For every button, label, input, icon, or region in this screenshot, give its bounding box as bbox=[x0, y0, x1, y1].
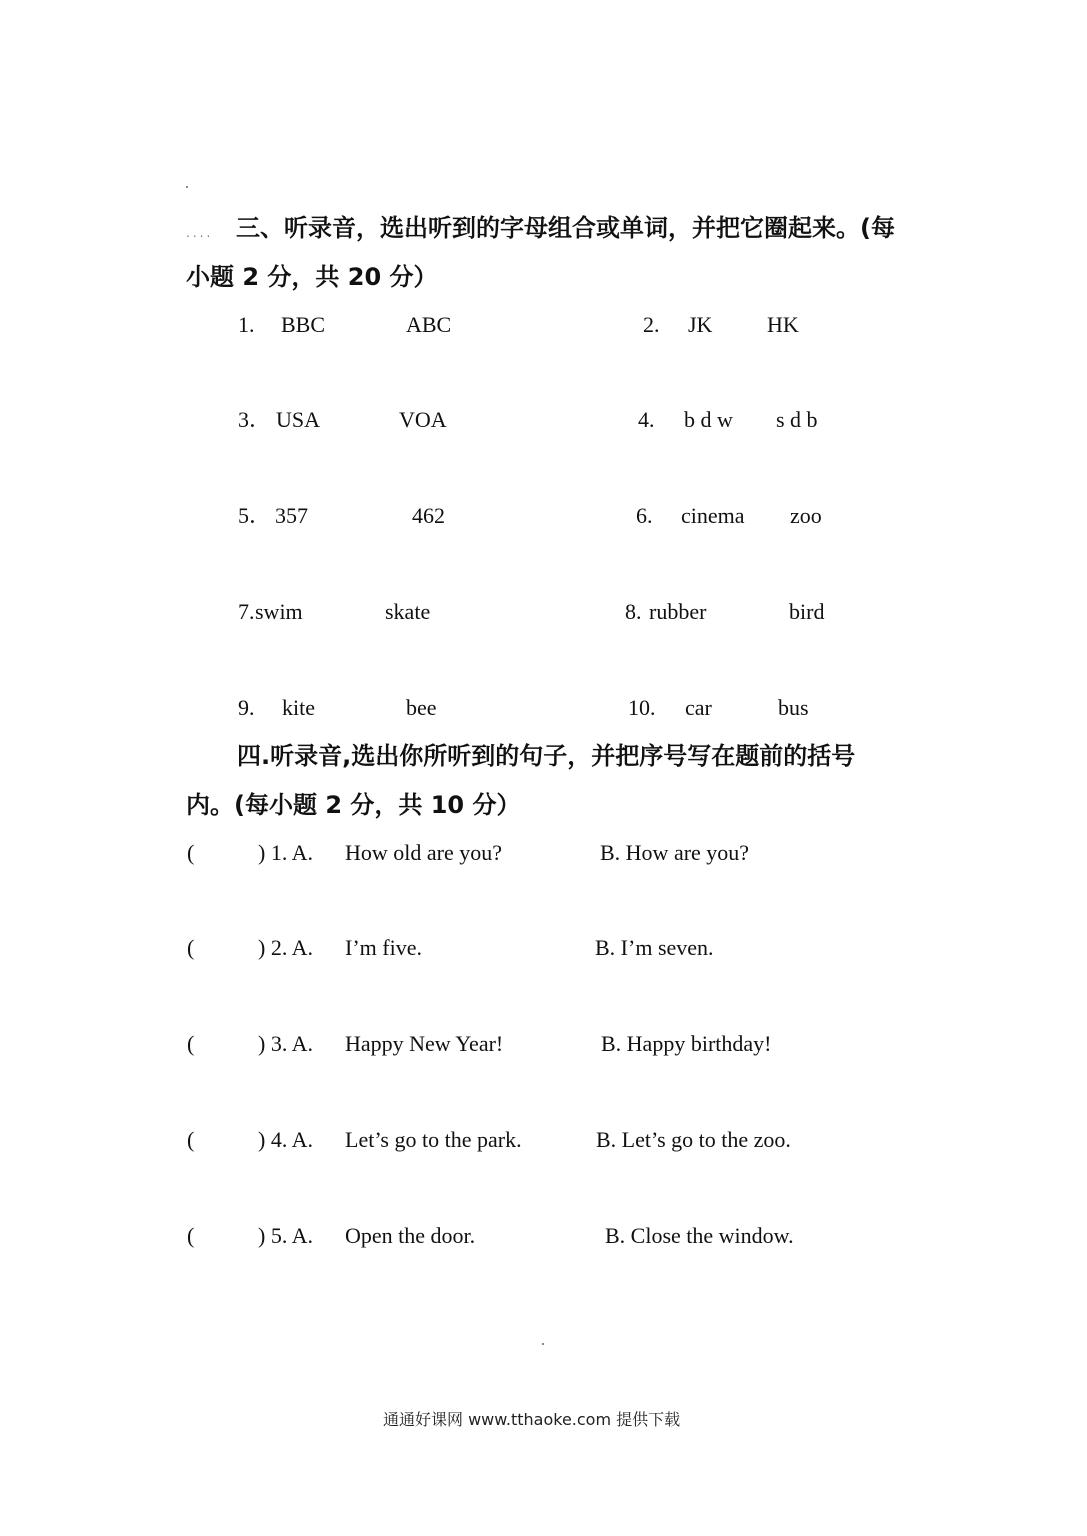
item-option-a[interactable]: car bbox=[685, 695, 712, 720]
item-number: 10. bbox=[628, 695, 656, 720]
item-option-a[interactable]: kite bbox=[282, 695, 315, 720]
answer-paren-open[interactable]: ( bbox=[187, 1031, 195, 1056]
footer-credit: 通通好课网 www.tthaoke.com 提供下载 bbox=[383, 1410, 681, 1429]
item-option-b[interactable]: skate bbox=[385, 599, 431, 624]
item-number: 8. bbox=[625, 599, 642, 624]
item-number: 4. bbox=[638, 407, 655, 432]
answer-paren-open[interactable]: ( bbox=[187, 1223, 195, 1248]
item-option-b[interactable]: 462 bbox=[412, 503, 445, 528]
question-label: ) 4. A. bbox=[258, 1127, 313, 1152]
option-a: Let’s go to the park. bbox=[345, 1127, 522, 1152]
section4-title-line1: 四.听录音,选出你所听到的句子，并把序号写在题前的括号 bbox=[237, 742, 856, 770]
option-b: B. I’m seven. bbox=[595, 935, 714, 960]
scan-speck bbox=[542, 1343, 544, 1345]
answer-paren-open[interactable]: ( bbox=[187, 1127, 195, 1152]
item-number: 7. bbox=[238, 599, 255, 624]
item-option-b[interactable]: zoo bbox=[790, 503, 822, 528]
question-label: ) 5. A. bbox=[258, 1223, 313, 1248]
item-number: 9. bbox=[238, 695, 255, 720]
section3-title-line1: 三、听录音，选出听到的字母组合或单词，并把它圈起来。(每 bbox=[236, 214, 895, 242]
option-b: B. How are you? bbox=[600, 840, 750, 865]
item-number: 5． bbox=[238, 503, 272, 528]
item-option-b[interactable]: VOA bbox=[399, 407, 447, 432]
item-option-a[interactable]: swim bbox=[255, 599, 303, 624]
answer-paren-open[interactable]: ( bbox=[187, 840, 195, 865]
item-option-b[interactable]: s d b bbox=[776, 407, 818, 432]
item-option-b[interactable]: ABC bbox=[406, 312, 452, 337]
item-option-a[interactable]: b d w bbox=[684, 407, 733, 432]
item-option-a[interactable]: BBC bbox=[281, 312, 326, 337]
answer-paren-open[interactable]: ( bbox=[187, 935, 195, 960]
item-option-b[interactable]: bus bbox=[778, 695, 809, 720]
item-option-a[interactable]: 357 bbox=[275, 503, 308, 528]
question-label: ) 3. A. bbox=[258, 1031, 313, 1056]
option-b: B. Happy birthday! bbox=[601, 1031, 772, 1056]
item-option-b[interactable]: bee bbox=[406, 695, 437, 720]
option-a: Open the door. bbox=[345, 1223, 476, 1248]
question-label: ) 1. A. bbox=[258, 840, 313, 865]
item-option-a[interactable]: USA bbox=[276, 407, 321, 432]
question-label: ) 2. A. bbox=[258, 935, 313, 960]
option-a: How old are you? bbox=[345, 840, 503, 865]
item-option-b[interactable]: bird bbox=[789, 599, 825, 624]
section3-title-line2: 小题 2 分，共 20 分） bbox=[186, 263, 438, 291]
item-option-a[interactable]: cinema bbox=[681, 503, 745, 528]
leader-dots: .... bbox=[186, 226, 214, 240]
item-option-b[interactable]: HK bbox=[767, 312, 799, 337]
option-b: B. Let’s go to the zoo. bbox=[596, 1127, 791, 1152]
item-number: 2. bbox=[643, 312, 660, 337]
option-a: Happy New Year! bbox=[345, 1031, 504, 1056]
item-option-a[interactable]: JK bbox=[688, 312, 713, 337]
item-option-a[interactable]: rubber bbox=[649, 599, 707, 624]
item-number: 1. bbox=[238, 312, 255, 337]
option-b: B. Close the window. bbox=[605, 1223, 794, 1248]
item-number: 6. bbox=[636, 503, 653, 528]
item-number: 3． bbox=[238, 407, 272, 432]
section4-title-line2: 内。(每小题 2 分，共 10 分） bbox=[186, 791, 521, 819]
scan-speck bbox=[186, 186, 188, 188]
option-a: I’m five. bbox=[345, 935, 422, 960]
